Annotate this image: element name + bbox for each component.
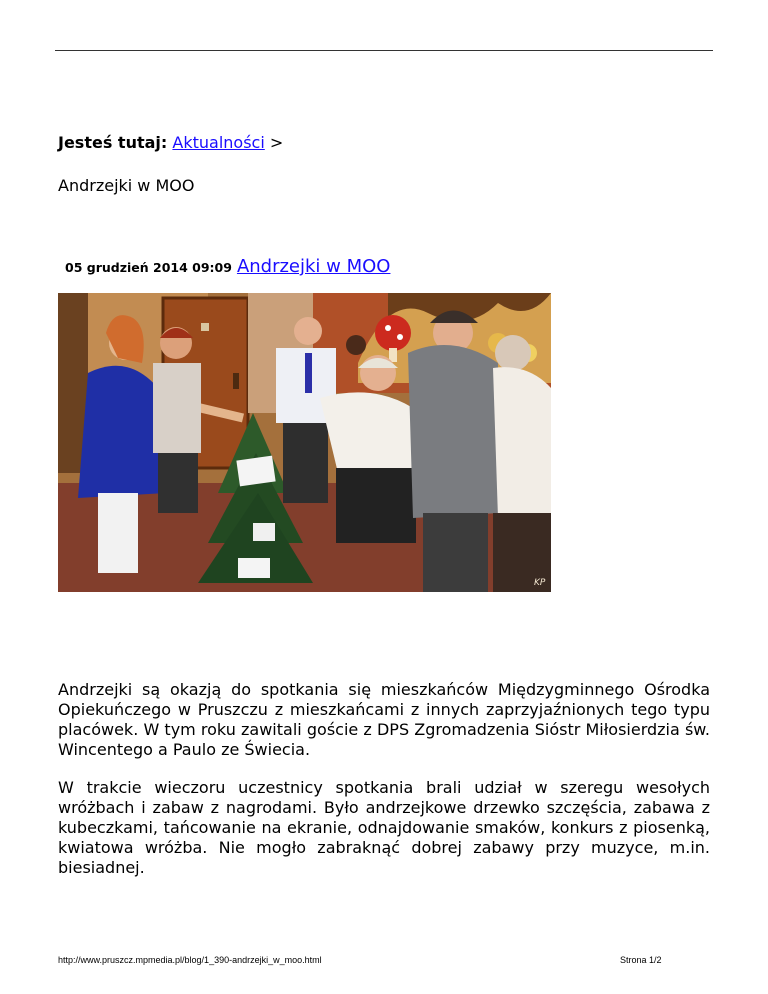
top-divider [55, 50, 713, 51]
article-title-link[interactable]: Andrzejki w MOO [236, 256, 391, 277]
footer-url: http://www.pruszcz.mpmedia.pl/blog/1_390-andrzejki_w_moo.html [58, 955, 322, 965]
photo-watermark: KP [534, 578, 546, 588]
article-date: 05 grudzień 2014 09:09 [65, 260, 232, 275]
article-paragraph: W trakcie wieczoru uczestnicy spotkania brali udział w szeregu wesołych wróżbach i zabaw z nagrodami. Było andrzejkowe drzewko szczęścia, zabawa z kubeczkami, tańcowanie na ekranie, odnajdowanie smaków, konkurs z piosenką, kwiatowa wróżba. Nie mogło zabraknąć dobrej zabawy przy muzyce, m.in. biesiadnej. [58, 778, 710, 877]
page-title: Andrzejki w MOO [58, 176, 195, 195]
breadcrumb-label: Jesteś tutaj: [58, 133, 168, 152]
breadcrumb-separator: > [269, 133, 284, 152]
article-body [58, 680, 710, 896]
article-meta [65, 256, 390, 277]
article-photo [58, 293, 551, 592]
article-paragraph: Andrzejki są okazją do spotkania się mieszkańców Międzygminnego Ośrodka Opiekuńczego w Pruszczu z mieszkańcami z innych zaprzyjaźnionych tego typu placówek. W tym roku zawitali goście z DPS Zgromadzenia Sióstr Miłosierdzia św. Wincentego a Paulo ze Świecia. [58, 680, 710, 759]
breadcrumb-link-aktualnosci[interactable]: Aktualności [172, 133, 265, 152]
breadcrumb [58, 133, 283, 152]
footer-page-number: Strona 1/2 [620, 955, 662, 965]
